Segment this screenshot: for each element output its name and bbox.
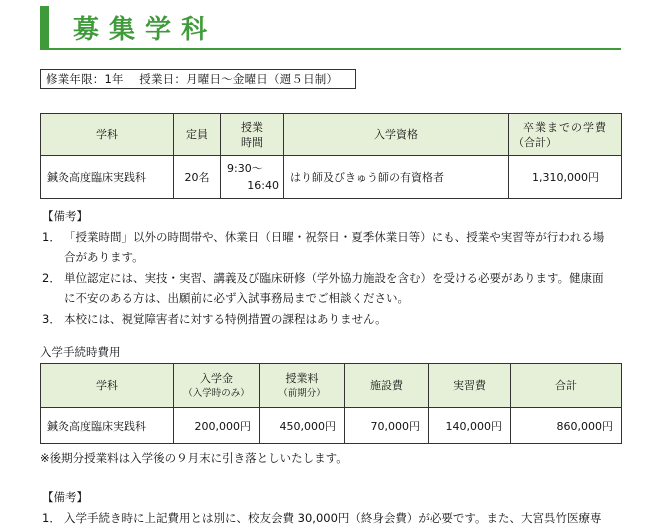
fee-table [40,363,622,444]
cell-capacity: 20名 [174,156,221,199]
header-department: 学科 [41,114,174,156]
fee-table-header-row [41,364,622,408]
header-hours-line1: 授業 [241,120,263,134]
header-tuition-line1: 卒業までの学費 [523,120,607,134]
fees-section-label: 入学手続時費用 [40,345,121,359]
cell-facility: 70,000円 [345,408,429,444]
header-department: 学科 [41,364,174,408]
header-tuition-total [509,114,622,156]
header-tuition-line2: （合計） [513,135,557,149]
cell-tuition: 1,310,000円 [509,156,622,199]
header-capacity: 定員 [174,114,221,156]
note-number: 1． [42,229,61,244]
table-row [41,156,622,199]
header-admission-label: 入学金 [200,371,233,385]
title-underline [40,48,621,50]
term-info-box: 修業年限：1年 授業日：月曜日～金曜日（週５日制） [40,69,356,89]
list-item [40,227,630,268]
course-table [40,113,622,199]
notes-heading: 【備考】 [42,209,88,223]
note-line: 合があります。 [64,250,144,264]
note-line: 本校には、視覚障害者に対する特例措置の課程はありません。 [64,311,387,326]
note-text: 入学手続き時に上記費用とは別に、校友会費 30,000円（終身会費）が必要です。また、大宮呉竹医療専 [64,510,602,525]
note-line: 「授業時間」以外の時間帯や、休業日（日曜・祝祭日・夏季休業日等）にも、授業や実習等が行われる場 [64,229,605,244]
note-line: 単位認定には、実技・実習、講義及び臨床研修（学外協力施設を含む）を受ける必要があります。健康面 [64,270,604,285]
header-admission-sub: （入学時のみ） [183,387,250,399]
section-header [40,6,217,48]
header-qualification: 入学資格 [284,114,509,156]
cell-qualification: はり師及びきゅう師の有資格者 [284,156,509,199]
list-item [40,508,662,529]
notes-heading: 【備考】 [42,490,88,504]
page-title: 募集学科 [73,14,218,45]
cell-practice: 140,000円 [429,408,511,444]
header-admission [174,364,260,408]
cell-tuition: 450,000円 [260,408,345,444]
header-hours-line2: 時間 [241,135,263,149]
time-start: 9:30～ [227,162,263,175]
header-hours [221,114,284,156]
list-item [40,268,630,309]
deferred-payment-note: ※後期分授業料は入学後の９月末に引き落としいたします。 [40,451,348,465]
note-number: 2． [42,270,61,285]
cell-admission: 200,000円 [174,408,260,444]
note-number: 3． [42,311,61,326]
header-total: 合計 [511,364,622,408]
header-tuition-sub: （前期分） [278,387,326,399]
header-practice: 実習費 [429,364,511,408]
note-text [64,268,630,309]
note-number: 1． [42,510,61,525]
cell-department: 鍼灸高度臨床実践科 [41,156,174,199]
header-tuition [260,364,345,408]
cell-total: 860,000円 [511,408,622,444]
cell-hours [221,156,284,199]
title-accent-bar [40,6,49,48]
list-item [40,309,630,330]
note-line: に不安のある方は、出願前に必ず入試事務局までご相談ください。 [64,291,409,305]
note-text [64,309,630,330]
cell-department: 鍼灸高度臨床実践科 [41,408,174,444]
time-end: 16:40 [247,179,279,192]
notes-section-2 [40,487,662,528]
header-tuition-label: 授業料 [285,371,319,385]
header-facility: 施設費 [345,364,429,408]
note-text [64,227,630,268]
table-row [41,408,622,444]
course-table-header-row [41,114,622,156]
notes-section [40,206,630,329]
